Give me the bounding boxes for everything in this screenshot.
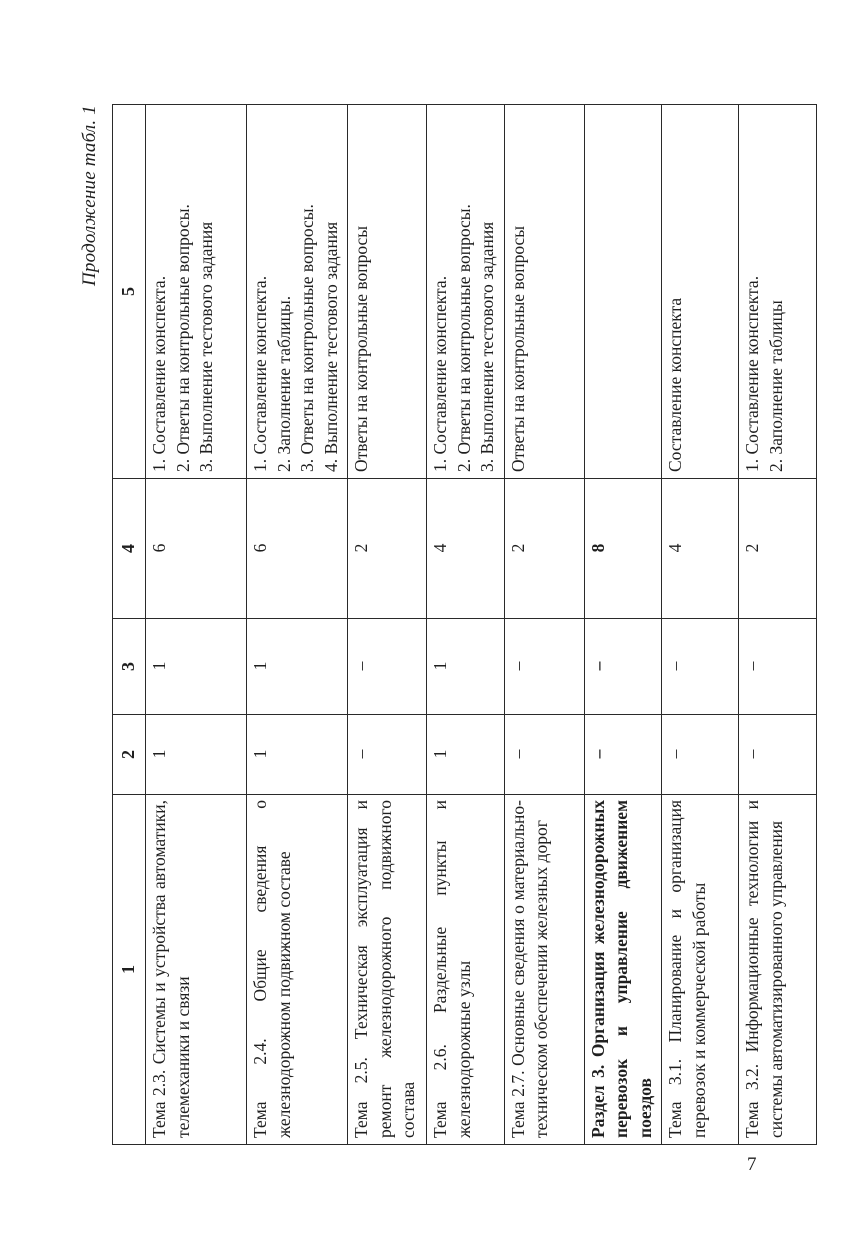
tasks-cell [584,105,662,479]
col2-cell: – [739,715,817,795]
task-line: 4. Выполнение тестового задания [320,221,341,472]
topic-cell: Тема 2.3. Системы и устройства автоматики, телемеханики и связи [146,795,247,1145]
col2-cell: – [662,715,739,795]
task-line: 3. Выполнение тестового задания [196,221,216,472]
header-col-4: 4 [113,479,146,619]
task-line: 2. Ответы на контрольные вопросы. [453,204,474,472]
table-row [146,105,247,1145]
task-line: 1. Составление конспекта. [430,275,450,472]
task-line: 1. Составление конспекта. [742,275,762,472]
col3-cell: – [584,619,662,715]
col2-cell: – [504,715,584,795]
topic-cell: Тема 2.4. Общие сведения о железнодорожном подвижном составе [247,795,348,1145]
page-number: 7 [747,1154,757,1175]
section-cell: Раздел 3. Организация железнодорожных перевозок и управление движением поездов [584,795,662,1145]
table-row [427,105,505,1145]
col4-cell: 2 [739,479,817,619]
task-line: 3. Ответы на контрольные вопросы. [297,204,317,472]
header-col-2: 2 [113,715,146,795]
task-line: Ответы на контрольные вопросы [507,225,528,472]
col3-cell: 1 [146,619,247,715]
col3-cell: 1 [247,619,348,715]
tasks-cell [247,105,348,479]
topic-cell: Тема 2.5. Техническая эксплуатация и ремонт железнодорожного подвижного состава [348,795,427,1145]
rotated-page [79,105,857,1145]
table-row [247,105,348,1145]
header-col-3: 3 [113,619,146,715]
table-row [348,105,427,1145]
col2-cell: 1 [247,715,348,795]
task-line: Составление конспекта [665,297,685,472]
tasks-cell [146,105,247,479]
col4-cell: 2 [348,479,427,619]
col2-cell: – [348,715,427,795]
table-row [662,105,739,1145]
col2-cell: 1 [427,715,505,795]
col2-cell: 1 [146,715,247,795]
main-table [112,104,817,1145]
col4-cell: 6 [247,479,348,619]
tasks-cell [504,105,584,479]
col3-cell: – [662,619,739,715]
topic-cell: Тема 3.2. Информационные технологии и системы автоматизированного управления [739,795,817,1145]
col4-cell: 4 [662,479,739,619]
table-row [739,105,817,1145]
topic-cell: Тема 3.1. Планирование и организация перевозок и коммерческой работы [662,795,739,1145]
col3-cell: 1 [427,619,505,715]
col4-cell: 8 [584,479,662,619]
table-row [584,105,662,1145]
tasks-cell [662,105,739,479]
header-col-5: 5 [113,105,146,479]
tasks-cell [427,105,505,479]
tasks-cell [348,105,427,479]
task-line: Ответы на контрольные вопросы [351,225,371,472]
task-line: 1. Составление конспекта. [149,275,169,472]
header-row [113,105,146,1145]
topic-cell: Тема 2.6. Раздельные пункты и железнодорожные узлы [427,795,505,1145]
table-row [504,105,584,1145]
col2-cell: – [584,715,662,795]
topic-cell: Тема 2.7. Основные сведения о материально-техническом обеспечении железных дорог [504,795,584,1145]
col4-cell: 4 [427,479,505,619]
table-caption: Продолжение табл. 1 [79,105,100,286]
col3-cell: – [504,619,584,715]
task-line: 3. Выполнение тестового задания [477,221,497,472]
task-line: 2. Заполнение таблицы. [273,295,294,472]
tasks-cell [739,105,817,479]
header-col-1: 1 [113,795,146,1145]
col3-cell: – [348,619,427,715]
col3-cell: – [739,619,817,715]
task-line: 2. Ответы на контрольные вопросы. [172,204,193,472]
col4-cell: 2 [504,479,584,619]
col4-cell: 6 [146,479,247,619]
task-line: 2. Заполнение таблицы [765,300,786,472]
task-line: 1. Составление конспекта. [250,275,270,472]
